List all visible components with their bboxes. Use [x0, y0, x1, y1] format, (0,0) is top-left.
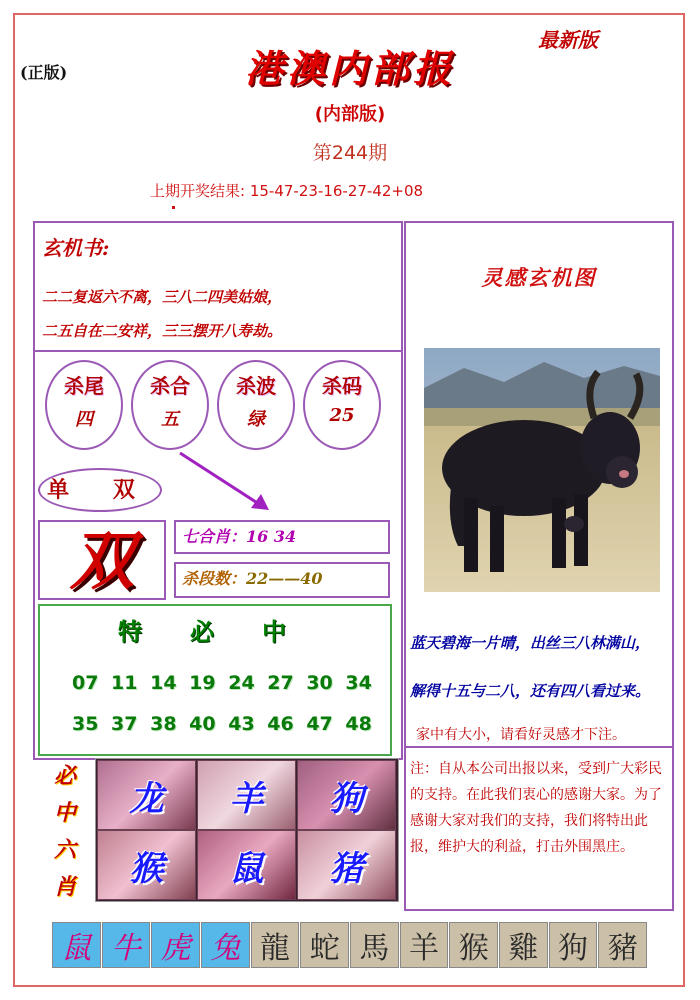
seven-combo-value: 16 34 [246, 527, 297, 546]
six-zodiac-vertical-label [48, 758, 82, 906]
zodiac-tile-rabbit: 兔 [201, 922, 250, 968]
last-draw-result: 上期开奖结果: 15-47-23-16-27-42+08 [150, 182, 424, 200]
divider [33, 350, 403, 352]
odd-even-oval [38, 468, 162, 512]
oval-kill-tail [45, 360, 123, 450]
odd-even-label: 单 双 [47, 477, 153, 503]
zodiac-tile-tiger: 虎 [151, 922, 200, 968]
seven-combo-box [174, 520, 390, 554]
oval-kill-combo-value: 五 [161, 409, 179, 430]
oval-kill-code-value: 25 [329, 405, 355, 426]
xuanji-poem-line-2: 二五自在二安祥，三三摆开八寿劫。 [42, 322, 283, 340]
edition-label-right: 最新版 [538, 28, 598, 52]
zodiac-tile-monkey: 猴 [449, 922, 498, 968]
oval-kill-wave [217, 360, 295, 450]
zodiac-bar [52, 922, 648, 970]
stray-mark [172, 206, 175, 209]
numbers-row-2: 35 37 38 40 43 46 47 48 [72, 713, 372, 735]
page-subtitle: (内部版) [314, 104, 386, 125]
numbers-row-1: 07 11 14 19 24 27 30 34 [72, 672, 372, 694]
inspiration-title: 灵感玄机图 [481, 265, 597, 290]
zodiac-tile-rooster: 雞 [499, 922, 548, 968]
zodiac-photo-grid [95, 758, 399, 902]
arrow-icon [175, 448, 275, 518]
zodiac-tile-dog: 狗 [549, 922, 598, 968]
special-must-win-title: 特必中 [118, 617, 334, 646]
zodiac-tile-rat: 鼠 [52, 922, 101, 968]
even-big-char: 双 [70, 524, 134, 599]
zodiac-cell-dog [297, 760, 396, 830]
zodiac-cell-goat-label: 羊 [229, 778, 264, 819]
six-zodiac-char-1: 必 [53, 763, 76, 789]
zodiac-cell-monkey [97, 830, 196, 900]
zodiac-cell-monkey-label: 猴 [129, 848, 164, 889]
oval-kill-combo [131, 360, 209, 450]
oval-kill-code [303, 360, 381, 450]
xuanji-poem-line-1: 二二复返六不离，三八二四美姑娘， [42, 288, 283, 306]
kill-range-box [174, 562, 390, 598]
inspiration-poem-line-1: 蓝天碧海一片晴，出丝三八林满山， [410, 634, 651, 652]
zodiac-cell-dragon [97, 760, 196, 830]
zodiac-tile-snake: 蛇 [300, 922, 349, 968]
seven-combo-label: 七合肖： [182, 527, 247, 546]
zodiac-tile-horse: 馬 [350, 922, 399, 968]
inspiration-hint: 家中有大小，请看好灵感才下注。 [416, 727, 626, 743]
zodiac-tile-pig: 豬 [598, 922, 647, 968]
zodiac-cell-rat [197, 830, 296, 900]
issue-number: 第244期 [312, 142, 388, 164]
note-text: 注：自从本公司出报以来，受到广大彩民的支持。在此我们衷心的感谢大家。为了感谢大家对我们的支持，我们将特出此报，维护大的利益，打击外围黑庄。 [410, 761, 662, 855]
page-title: 港澳内部报 [244, 46, 455, 91]
yak-photo [424, 348, 660, 592]
zodiac-tile-dragon: 龍 [251, 922, 300, 968]
zodiac-cell-rat-label: 鼠 [229, 848, 264, 889]
zodiac-cell-pig-label: 猪 [329, 848, 364, 889]
zodiac-tile-goat: 羊 [400, 922, 449, 968]
zodiac-cell-dog-label: 狗 [329, 778, 364, 819]
oval-kill-code-label: 杀码 [322, 374, 362, 398]
zodiac-cell-pig [297, 830, 396, 900]
zodiac-cell-goat [197, 760, 296, 830]
six-zodiac-char-3: 六 [53, 837, 76, 863]
six-zodiac-char-4: 肖 [53, 874, 76, 900]
oval-kill-combo-label: 杀合 [150, 374, 190, 398]
oval-kill-wave-value: 绿 [247, 409, 265, 430]
six-zodiac-char-2: 中 [53, 800, 76, 826]
zodiac-cell-dragon-label: 龙 [129, 778, 164, 819]
kill-range-value: 22——40 [246, 569, 323, 588]
xuanji-label: 玄机书: [42, 236, 110, 260]
oval-kill-tail-value: 四 [75, 409, 93, 430]
zodiac-tile-ox: 牛 [102, 922, 151, 968]
edition-label-left: (正版) [20, 63, 68, 82]
oval-kill-tail-label: 杀尾 [64, 374, 104, 398]
even-big-box [38, 520, 166, 600]
kill-range-label: 杀段数： [182, 569, 247, 588]
inspiration-poem-line-2: 解得十五与二八，还有四八看过来。 [410, 682, 651, 700]
oval-kill-wave-label: 杀波 [236, 374, 276, 398]
